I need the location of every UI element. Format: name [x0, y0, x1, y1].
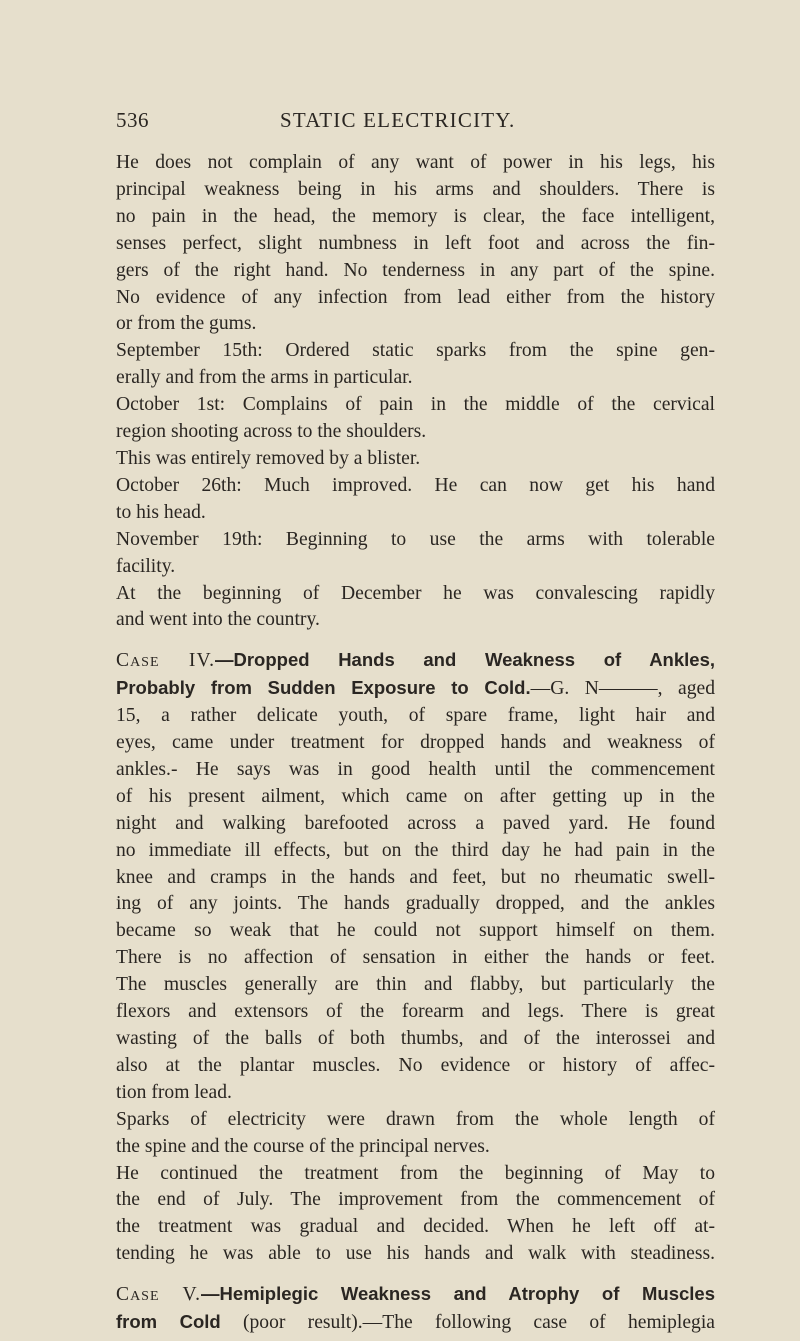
section-gap	[116, 634, 715, 647]
text-line: October 26th: Much improved. He can now get his hand	[116, 474, 715, 496]
text-line: gers of the right hand. No tenderness in any part of the spine.	[116, 259, 715, 281]
text-line: He continued the treatment from the beginning of May to	[116, 1162, 715, 1184]
text-line: and went into the country.	[116, 609, 320, 631]
text-line: no immediate ill effects, but on the third day he had pain in the	[116, 839, 715, 861]
case-5-label: Case V.	[116, 1284, 202, 1306]
text-line: no pain in the head, the memory is clear, the face intelligent,	[116, 205, 715, 227]
paragraph-october-26	[116, 473, 715, 527]
text-line: the end of July. The improvement from the commencement of	[116, 1189, 715, 1211]
case-4-patient: —G. N———, aged	[530, 678, 715, 700]
case-4-title-2: Probably from Sudden Exposure to Cold.	[116, 677, 531, 699]
paragraph-intro	[116, 150, 715, 338]
paragraph-september	[116, 338, 715, 392]
text-line: or from the gums.	[116, 313, 257, 335]
page-body	[116, 150, 715, 1337]
text-line: the treatment was gradual and decided. When he left off at-	[116, 1216, 715, 1238]
paragraph-october-1	[116, 392, 715, 446]
text-line: 15, a rather delicate youth, of spare frame, light hair and	[116, 705, 715, 727]
text-line: He does not complain of any want of power in his legs, his	[116, 152, 715, 173]
case-5-heading	[116, 1281, 715, 1309]
text-line: flexors and extensors of the forearm and legs. There is great	[116, 1001, 715, 1023]
text-line: The muscles generally are thin and flabby, but particularly the	[116, 974, 715, 996]
text-line: No evidence of any infection from lead either from the history	[116, 286, 715, 308]
text-line: night and walking barefooted across a paved yard. He found	[116, 812, 715, 834]
text-line: principal weakness being in his arms and shoulders. There is	[116, 178, 715, 200]
case-4-title: —Dropped Hands and Weakness of Ankles,	[214, 649, 715, 671]
text-line: became so weak that he could not support himself on them.	[116, 920, 715, 942]
text-line: ing of any joints. The hands gradually dropped, and the ankles	[116, 893, 715, 915]
text-line: to his head.	[116, 501, 206, 523]
text-line: This was entirely removed by a blister.	[116, 447, 421, 469]
case-4-heading	[116, 647, 715, 675]
text-line: September 15th: Ordered static sparks from the spine gen-	[116, 340, 715, 362]
text-line: eyes, came under treatment for dropped hands and weakness of	[116, 732, 715, 754]
text-line: facility.	[116, 555, 176, 577]
text-line: October 1st: Complains of pain in the middle of the cervical	[116, 394, 715, 416]
paragraph-november	[116, 527, 715, 581]
case-5-text: (poor result).—The following case of hemiplegia	[220, 1312, 715, 1334]
text-line: the spine and the course of the principal nerves.	[116, 1135, 490, 1157]
case-4-label: Case IV.	[116, 650, 215, 672]
text-line: knee and cramps in the hands and feet, but no rheumatic swell-	[116, 866, 715, 888]
text-line: of his present ailment, which came on after getting up in the	[116, 785, 715, 807]
case-5-section	[116, 1281, 715, 1337]
text-line: There is no affection of sensation in either the hands or feet.	[116, 947, 715, 969]
text-line: region shooting across to the shoulders.	[116, 421, 427, 443]
section-gap	[116, 1268, 715, 1281]
case-5-heading-2	[116, 1309, 715, 1337]
text-line: Sparks of electricity were drawn from the whole length of	[116, 1108, 715, 1130]
page-number: 536	[116, 108, 149, 132]
case-5-title-2: from Cold	[116, 1311, 221, 1333]
paragraph-blister	[116, 446, 715, 473]
text-line: November 19th: Beginning to use the arms with tolerable	[116, 528, 715, 550]
paragraph-december	[116, 581, 715, 635]
case-4-heading-2	[116, 675, 715, 703]
text-line: senses perfect, slight numbness in left foot and across the fin-	[116, 232, 715, 254]
text-line: also at the plantar muscles. No evidence or history of affec-	[116, 1054, 715, 1076]
text-line: ankles.- He says was in good health until the commencement	[116, 758, 715, 780]
running-title: STATIC ELECTRICITY.	[280, 108, 516, 132]
text-line: erally and from the arms in particular.	[116, 367, 413, 389]
case-4-section	[116, 647, 715, 1268]
text-line: tending he was able to use his hands and walk with steadiness.	[116, 1243, 715, 1265]
text-line: tion from lead.	[116, 1081, 232, 1103]
case-5-title: —Hemiplegic Weakness and Atrophy of Muscles	[201, 1283, 715, 1305]
text-line: wasting of the balls of both thumbs, and of the interossei and	[116, 1028, 715, 1049]
text-line: At the beginning of December he was convalescing rapidly	[116, 582, 715, 604]
